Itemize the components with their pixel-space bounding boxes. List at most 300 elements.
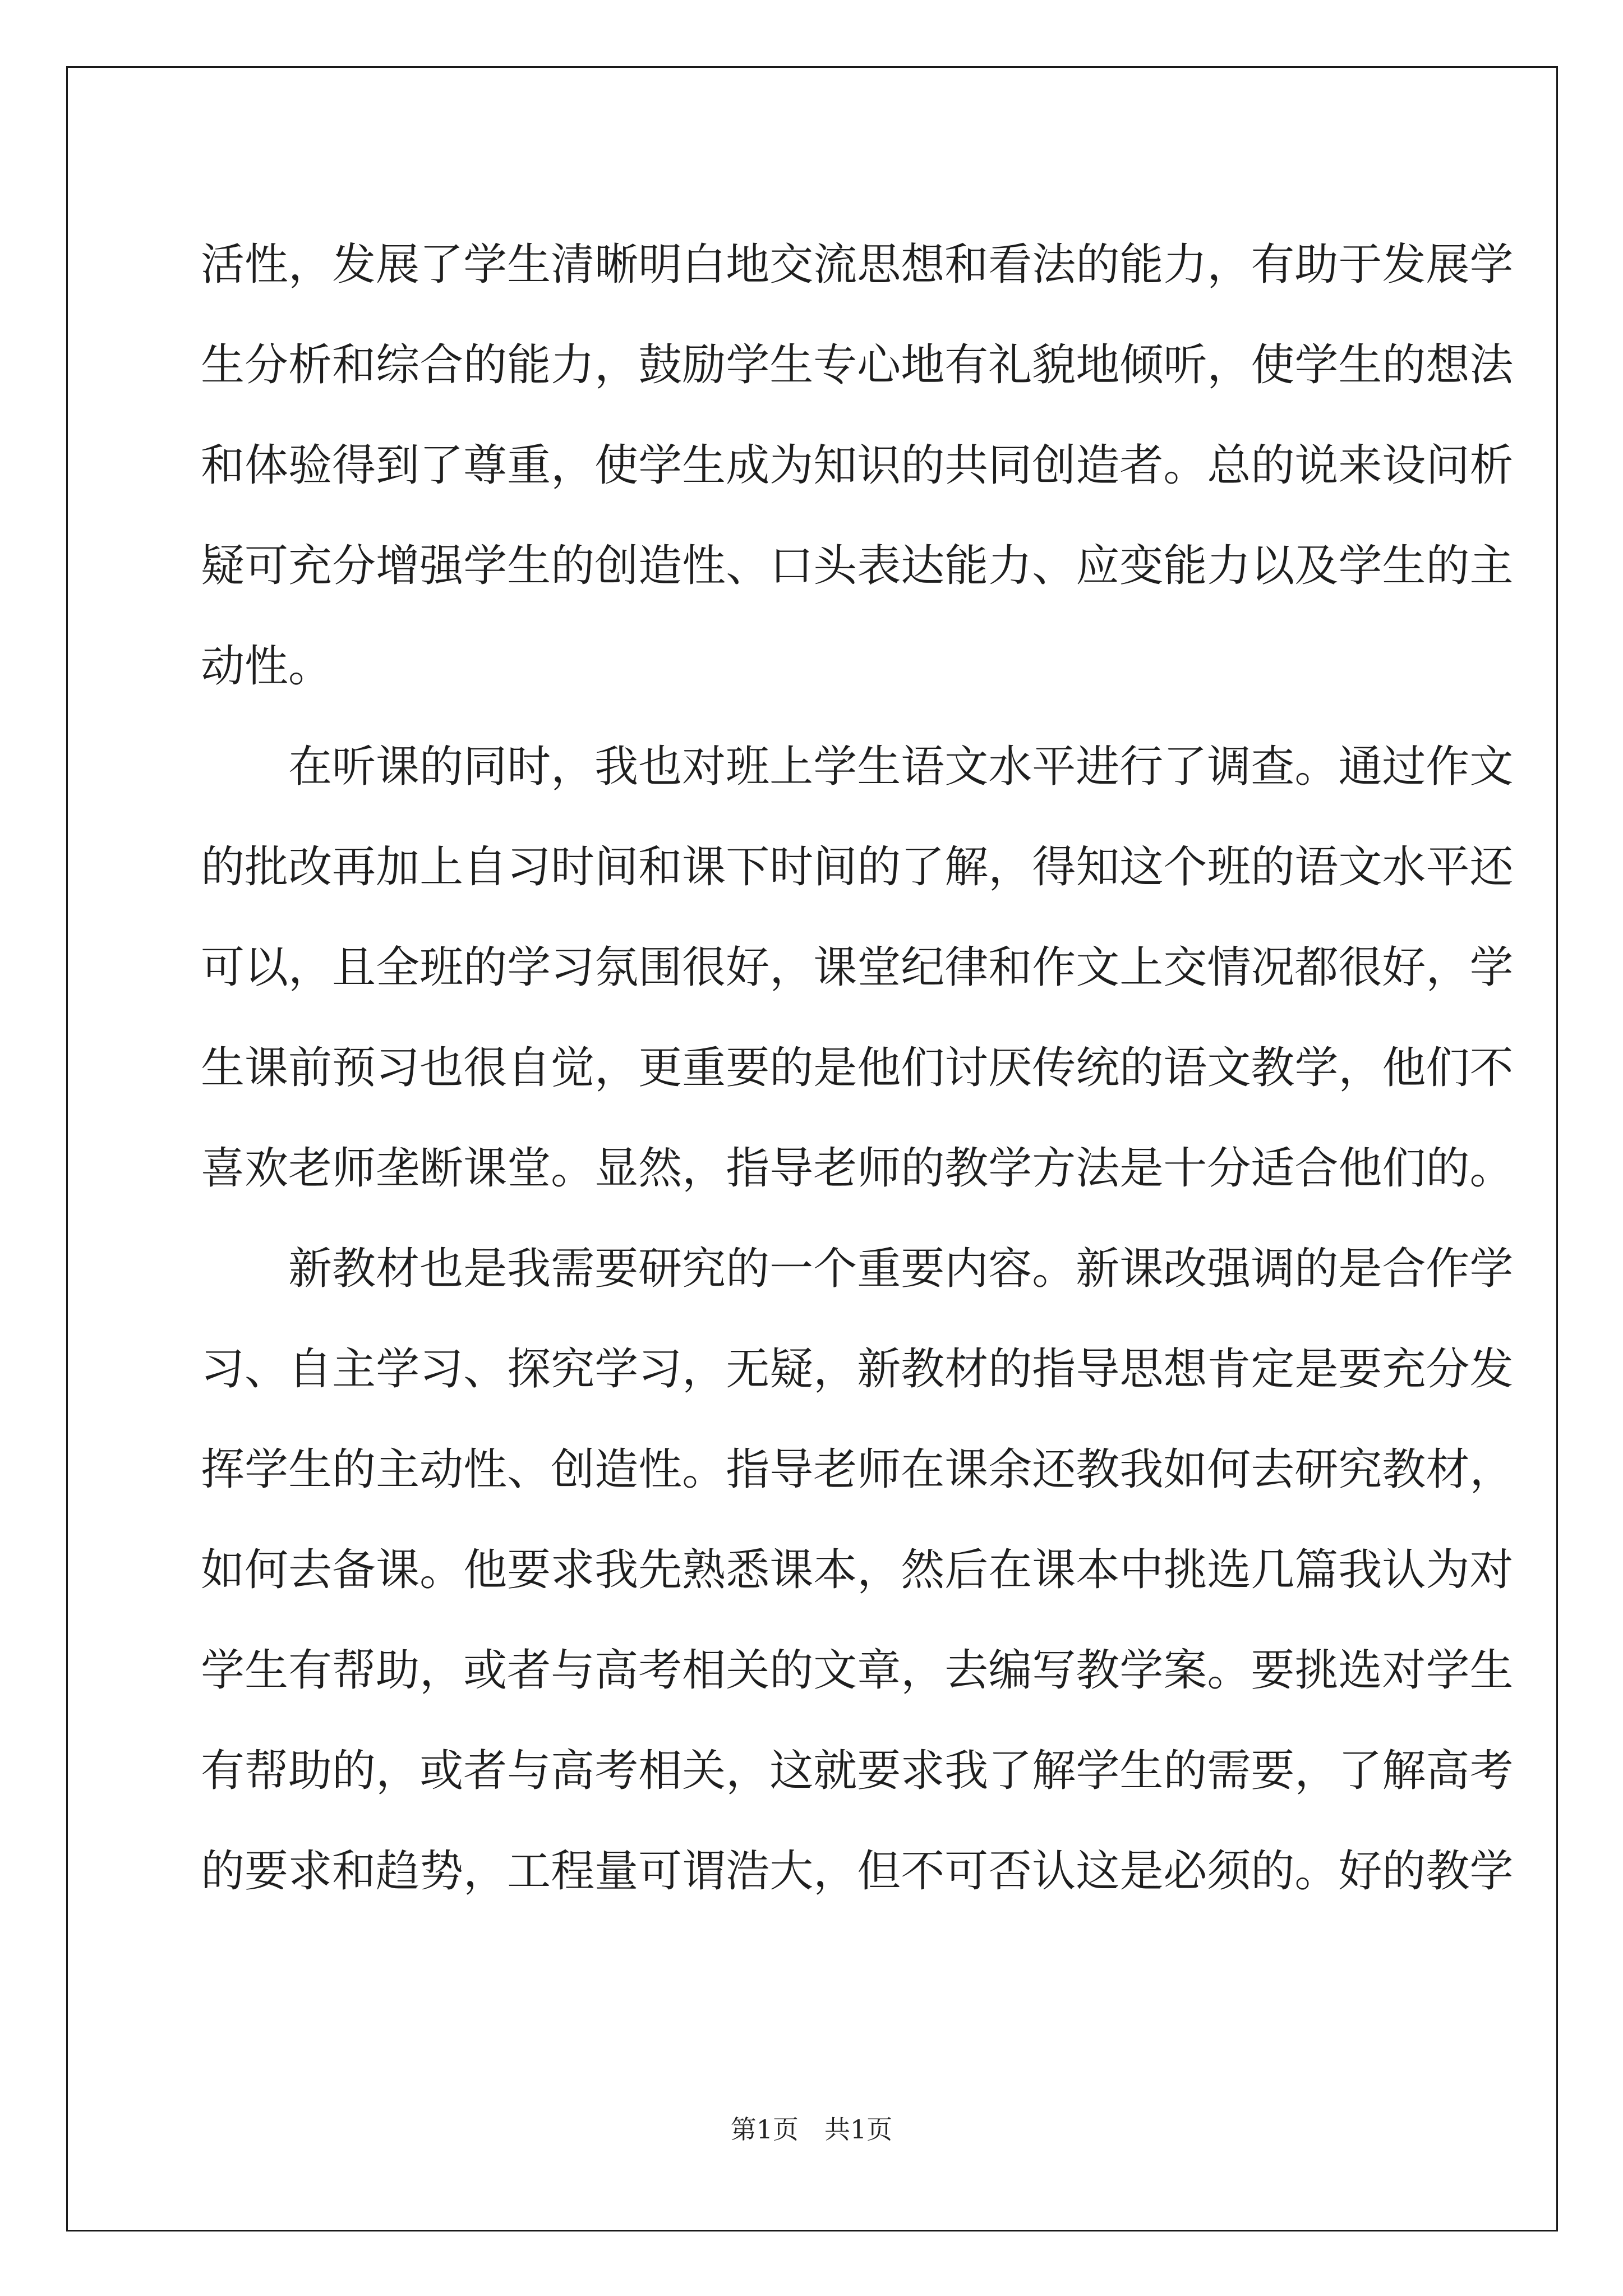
text-char: 创 (594, 540, 639, 591)
text-char: 要 (901, 1243, 945, 1294)
text-char: 学 (201, 1645, 245, 1696)
text-char: 是 (1294, 1343, 1339, 1395)
text-char: 水 (1382, 841, 1426, 892)
page-number-footer: 第1页 共1页 (730, 2114, 893, 2145)
text-char: 发 (1469, 1343, 1514, 1395)
text-char: 好 (1338, 1846, 1382, 1897)
text-char: 学 (1076, 1745, 1120, 1796)
text-char: 改 (1163, 1243, 1207, 1294)
text-char: 不 (1469, 1042, 1514, 1093)
text-char: 思 (857, 239, 901, 290)
text-char: 以 (1251, 540, 1295, 591)
text-char: 求 (901, 1745, 945, 1796)
text-char: 本 (1076, 1544, 1120, 1595)
text-char: 或 (463, 1645, 508, 1696)
text-char: 说 (1294, 440, 1339, 491)
text-char: 写 (1032, 1645, 1076, 1696)
text-char: 帮 (332, 1645, 376, 1696)
text-char: 的 (1382, 1846, 1426, 1897)
text-char: 老 (813, 1143, 857, 1194)
text-char: ， (419, 1645, 464, 1696)
text-char: 是 (1119, 1846, 1164, 1897)
text-char: 通 (1338, 741, 1382, 792)
text-char: 的 (1251, 440, 1295, 491)
text-char: 课 (682, 841, 726, 892)
text-char: 教 (332, 1243, 376, 1294)
text-char: 。 (551, 1143, 595, 1194)
text-char: 鼓 (638, 339, 683, 390)
text-char: 分 (1207, 1143, 1251, 1194)
text-line (201, 1014, 1514, 1114)
text-char: 。 (419, 1544, 464, 1595)
text-char: 可 (201, 942, 245, 993)
text-char: 的 (901, 1143, 945, 1194)
text-char: 如 (1163, 1444, 1207, 1495)
text-char: 在 (901, 1444, 945, 1495)
text-char: 能 (1163, 540, 1207, 591)
text-char: 有 (201, 1745, 245, 1796)
text-char: 趋 (376, 1846, 420, 1897)
text-char: ， (813, 1846, 857, 1897)
text-char: 语 (1294, 841, 1339, 892)
text-char: 老 (813, 1444, 857, 1495)
text-char: 活 (201, 239, 245, 290)
text-char: 学 (594, 1343, 639, 1395)
text-char: 是 (1338, 1243, 1382, 1294)
text-char: 研 (1294, 1444, 1339, 1495)
text-char: 他 (857, 1042, 901, 1093)
text-char: 分 (332, 540, 376, 591)
text-char: 势 (419, 1846, 464, 1897)
text-char: 验 (288, 440, 333, 491)
text-char: 专 (813, 339, 857, 390)
text-char: 有 (944, 339, 989, 390)
text-char: 教 (1382, 1444, 1426, 1495)
text-char: 时 (769, 841, 814, 892)
text-char: 合 (1294, 1143, 1339, 1194)
text-char: 他 (463, 1544, 508, 1595)
text-char: 程 (551, 1846, 595, 1897)
text-char: 容 (988, 1243, 1032, 1294)
text-char: 力 (551, 339, 595, 390)
text-char: 认 (1382, 1544, 1426, 1595)
text-char: 和 (944, 239, 989, 290)
text-char: 探 (507, 1343, 551, 1395)
text-char: 的 (201, 841, 245, 892)
text-line (201, 913, 1514, 1014)
text-char: 语 (901, 741, 945, 792)
text-char: 如 (201, 1544, 245, 1595)
text-char: 展 (1426, 239, 1470, 290)
text-char: 导 (1076, 1343, 1120, 1395)
text-char: 个 (813, 1243, 857, 1294)
text-line (201, 712, 1514, 813)
text-char: 学 (726, 339, 770, 390)
text-char: 量 (594, 1846, 639, 1897)
text-char: 究 (551, 1343, 595, 1395)
text-char: 也 (419, 1042, 464, 1093)
text-char: 总 (1207, 440, 1251, 491)
text-char: 的 (551, 540, 595, 591)
text-char: 老 (288, 1143, 333, 1194)
text-char: 他 (1382, 1042, 1426, 1093)
text-char: 再 (332, 841, 376, 892)
text-char: 下 (726, 841, 770, 892)
text-char: 主 (332, 1343, 376, 1395)
text-char: 教 (1076, 1645, 1120, 1696)
text-char: 师 (857, 1143, 901, 1194)
text-char: 要 (1251, 1745, 1295, 1796)
text-char: 氛 (594, 942, 639, 993)
text-char: 性 (682, 540, 726, 591)
text-char: ， (988, 841, 1032, 892)
text-line (201, 1315, 1514, 1415)
text-char: 和 (332, 339, 376, 390)
text-char: 文 (1469, 741, 1514, 792)
text-char: 课 (1032, 1544, 1076, 1595)
text-char: 交 (769, 239, 814, 290)
text-char: 工 (507, 1846, 551, 1897)
text-char: 究 (682, 1243, 726, 1294)
text-char: 调 (1207, 741, 1251, 792)
text-char: 倾 (1119, 339, 1164, 390)
text-char: 。 (1469, 1143, 1514, 1194)
text-char: 清 (551, 239, 595, 290)
text-char: 明 (638, 239, 683, 290)
text-char: 分 (245, 339, 289, 390)
text-char: 求 (288, 1846, 333, 1897)
text-char: 助 (1294, 239, 1339, 290)
text-line (201, 311, 1514, 411)
text-char: 教 (901, 1343, 945, 1395)
text-char: 展 (376, 239, 420, 290)
text-char: ， (726, 1745, 770, 1796)
text-char: 断 (419, 1143, 464, 1194)
text-char: 成 (726, 440, 770, 491)
text-char: 或 (419, 1745, 464, 1796)
text-char: 然 (901, 1544, 945, 1595)
text-char: 流 (813, 239, 857, 290)
text-char: 、 (463, 1343, 508, 1395)
text-char: 师 (332, 1143, 376, 1194)
text-char: 语 (1163, 1042, 1207, 1093)
text-char: 垄 (376, 1143, 420, 1194)
text-char: 要 (245, 1846, 289, 1897)
text-char: 了 (419, 440, 464, 491)
text-char: 堂 (857, 942, 901, 993)
text-char: 上 (1119, 942, 1164, 993)
text-char: 十 (1163, 1143, 1207, 1194)
text-char: 喜 (201, 1143, 245, 1194)
text-line (201, 411, 1514, 512)
text-char: 变 (1119, 540, 1164, 591)
text-char: 造 (1076, 440, 1120, 491)
text-char: 强 (1207, 1243, 1251, 1294)
text-char: 纪 (901, 942, 945, 993)
text-char: 很 (1338, 942, 1382, 993)
text-char: 的 (1426, 1143, 1470, 1194)
text-char: 要 (1338, 1343, 1382, 1395)
text-char: 充 (1382, 1343, 1426, 1395)
text-char: 、 (1032, 540, 1076, 591)
text-char: 疑 (769, 1343, 814, 1395)
text-char: 好 (726, 942, 770, 993)
text-char: 和 (638, 841, 683, 892)
text-char: 课 (463, 1143, 508, 1194)
text-char: 显 (594, 1143, 639, 1194)
text-char: 要 (726, 1042, 770, 1093)
text-char: 主 (1469, 540, 1514, 591)
text-char: 我 (594, 1544, 639, 1595)
text-char: 了 (901, 841, 945, 892)
text-char: 思 (1119, 1343, 1164, 1395)
text-char: 行 (1119, 741, 1164, 792)
text-char: 的 (1382, 339, 1426, 390)
text-char: 学 (1294, 1042, 1339, 1093)
text-char: ， (813, 1343, 857, 1395)
text-char: 力 (1163, 239, 1207, 290)
text-char: 课 (813, 942, 857, 993)
text-char: 。 (682, 1444, 726, 1495)
text-char: 解 (1032, 1745, 1076, 1796)
text-char: 尊 (463, 440, 508, 491)
text-char: 章 (857, 1645, 901, 1696)
text-char: 考 (594, 1745, 639, 1796)
text-char: 何 (1207, 1444, 1251, 1495)
text-char: 习 (638, 1343, 683, 1395)
text-char: 、 (726, 540, 770, 591)
text-char: 况 (1251, 942, 1295, 993)
text-char: 全 (376, 942, 420, 993)
text-char: 的 (1163, 1745, 1207, 1796)
text-char: 上 (769, 741, 814, 792)
text-char: 作 (1426, 1243, 1470, 1294)
text-char: 我 (507, 1243, 551, 1294)
text-char: 须 (1207, 1846, 1251, 1897)
text-char: 共 (944, 440, 989, 491)
text-char: 个 (1163, 841, 1207, 892)
text-char: 的 (1294, 1243, 1339, 1294)
text-char: 生 (201, 1042, 245, 1093)
text-char: 知 (813, 440, 857, 491)
text-char: 的 (463, 339, 508, 390)
text-char: 生 (288, 1444, 333, 1495)
text-char: ， (1338, 1042, 1382, 1093)
text-char: ， (1294, 1745, 1339, 1796)
text-char: 解 (944, 841, 989, 892)
text-char: 材 (376, 1243, 420, 1294)
text-char: 但 (857, 1846, 901, 1897)
text-char: 这 (769, 1745, 814, 1796)
text-char: 创 (551, 1444, 595, 1495)
text-char: 、 (507, 1444, 551, 1495)
text-char: 要 (1251, 1645, 1295, 1696)
text-char: 也 (419, 1243, 464, 1294)
text-line: 动性。 (201, 641, 333, 692)
text-char: 主 (376, 1444, 420, 1495)
document-body (201, 210, 1514, 1917)
text-char: 设 (1382, 440, 1426, 491)
text-char: 的 (988, 1343, 1032, 1395)
text-char: 分 (1426, 1343, 1470, 1395)
text-char: 学 (376, 1343, 420, 1395)
text-char: 相 (682, 1645, 726, 1696)
text-char: 识 (857, 440, 901, 491)
text-char: 厌 (988, 1042, 1032, 1093)
text-char: 学 (1469, 942, 1514, 993)
text-char: 熟 (682, 1544, 726, 1595)
text-char: 究 (1338, 1444, 1382, 1495)
text-char: 生 (857, 741, 901, 792)
text-char: 的 (332, 1745, 376, 1796)
text-char: 高 (1426, 1745, 1470, 1796)
text-char: 指 (726, 1143, 770, 1194)
text-char: 水 (988, 741, 1032, 792)
text-char: 高 (594, 1645, 639, 1696)
text-char: 助 (376, 1645, 420, 1696)
text-char: 悉 (726, 1544, 770, 1595)
text-char: 几 (1251, 1544, 1295, 1595)
text-char: 表 (857, 540, 901, 591)
text-char: 教 (1426, 1846, 1470, 1897)
text-char: 需 (1207, 1745, 1251, 1796)
text-char: 时 (507, 741, 551, 792)
text-char: 前 (288, 1042, 333, 1093)
text-char: 我 (594, 741, 639, 792)
text-char: 法 (1469, 339, 1514, 390)
text-char: 教 (944, 1143, 989, 1194)
text-char: 指 (726, 1444, 770, 1495)
text-char: 的 (1076, 239, 1120, 290)
text-char: 与 (507, 1745, 551, 1796)
text-char: 重 (507, 440, 551, 491)
text-line (201, 512, 1514, 612)
text-char: 后 (944, 1544, 989, 1595)
text-char: 者 (507, 1645, 551, 1696)
text-char: 时 (551, 841, 595, 892)
text-char: ， (682, 1143, 726, 1194)
text-char: 不 (901, 1846, 945, 1897)
text-char: 合 (419, 339, 464, 390)
text-char: 学 (1469, 239, 1514, 290)
text-char: 学 (1294, 339, 1339, 390)
text-line (201, 1516, 1514, 1616)
text-char: 了 (1338, 1745, 1382, 1796)
text-char: 可 (638, 1846, 683, 1897)
text-char: 生 (507, 540, 551, 591)
text-char: 还 (1032, 1444, 1076, 1495)
text-char: 达 (901, 540, 945, 591)
text-char: 教 (1251, 1042, 1295, 1093)
text-char: 助 (288, 1745, 333, 1796)
text-char: 求 (551, 1544, 595, 1595)
text-char: 研 (638, 1243, 683, 1294)
text-char: 听 (1163, 339, 1207, 390)
text-char: 生 (769, 339, 814, 390)
text-char: 能 (507, 339, 551, 390)
text-char: 者 (463, 1745, 508, 1796)
text-char: ， (1207, 339, 1251, 390)
text-char: 生 (1382, 540, 1426, 591)
text-char: 疑 (201, 540, 245, 591)
text-char: 综 (376, 339, 420, 390)
text-char: 我 (1338, 1544, 1382, 1595)
text-char: 学 (638, 440, 683, 491)
text-char: 生 (507, 239, 551, 290)
text-char: ， (682, 1343, 726, 1395)
text-char: 习 (419, 1343, 464, 1395)
text-char: 关 (682, 1745, 726, 1796)
text-char: 力 (988, 540, 1032, 591)
text-char: ， (1207, 239, 1251, 290)
text-char: 何 (245, 1544, 289, 1595)
text-char: ， (376, 1745, 420, 1796)
text-char: 本 (813, 1544, 857, 1595)
text-char: 听 (332, 741, 376, 792)
text-char: 材 (1426, 1444, 1470, 1495)
text-char: 讨 (944, 1042, 989, 1093)
text-char: 的 (1251, 841, 1295, 892)
text-char: 发 (332, 239, 376, 290)
text-char: 挥 (201, 1444, 245, 1495)
text-char: 自 (507, 1042, 551, 1093)
text-char: 性 (245, 239, 289, 290)
text-char: 生 (682, 440, 726, 491)
text-char: 对 (1382, 1645, 1426, 1696)
text-char: 加 (376, 841, 420, 892)
text-char: 的 (901, 440, 945, 491)
text-char: 学 (245, 1444, 289, 1495)
text-char: ， (551, 440, 595, 491)
text-char: 自 (463, 841, 508, 892)
text-char: 平 (1032, 741, 1076, 792)
text-char: 有 (1251, 239, 1295, 290)
text-char: 在 (988, 1544, 1032, 1595)
text-char: 强 (419, 540, 464, 591)
text-char: 文 (944, 741, 989, 792)
text-char: 的 (1119, 1042, 1164, 1093)
text-char: ， (594, 339, 639, 390)
text-char: 是 (463, 1243, 508, 1294)
text-char: ， (1469, 1444, 1514, 1495)
text-char: 文 (813, 1645, 857, 1696)
text-char: 们 (1426, 1042, 1470, 1093)
text-char: 有 (288, 1645, 333, 1696)
text-char: 无 (726, 1343, 770, 1395)
text-char: ， (901, 1645, 945, 1696)
text-char: 过 (1382, 741, 1426, 792)
text-char: 方 (1032, 1143, 1076, 1194)
text-char: 相 (638, 1745, 683, 1796)
text-char: 文 (1207, 1042, 1251, 1093)
text-char: 。 (1294, 741, 1339, 792)
text-char: 课 (245, 1042, 289, 1093)
text-char: 在 (288, 741, 333, 792)
text-char: 大 (769, 1846, 814, 1897)
text-char: 课 (944, 1444, 989, 1495)
text-char: 口 (769, 540, 814, 591)
text-char: ， (288, 239, 333, 290)
text-char: 们 (901, 1042, 945, 1093)
text-line (201, 1415, 1514, 1516)
text-char: 习 (376, 1042, 420, 1093)
text-char: 动 (419, 1444, 464, 1495)
text-char: 的 (201, 1846, 245, 1897)
text-char: 调 (1251, 1243, 1295, 1294)
text-char: 学 (507, 942, 551, 993)
text-char: 帮 (245, 1745, 289, 1796)
text-char: 发 (1382, 239, 1426, 290)
